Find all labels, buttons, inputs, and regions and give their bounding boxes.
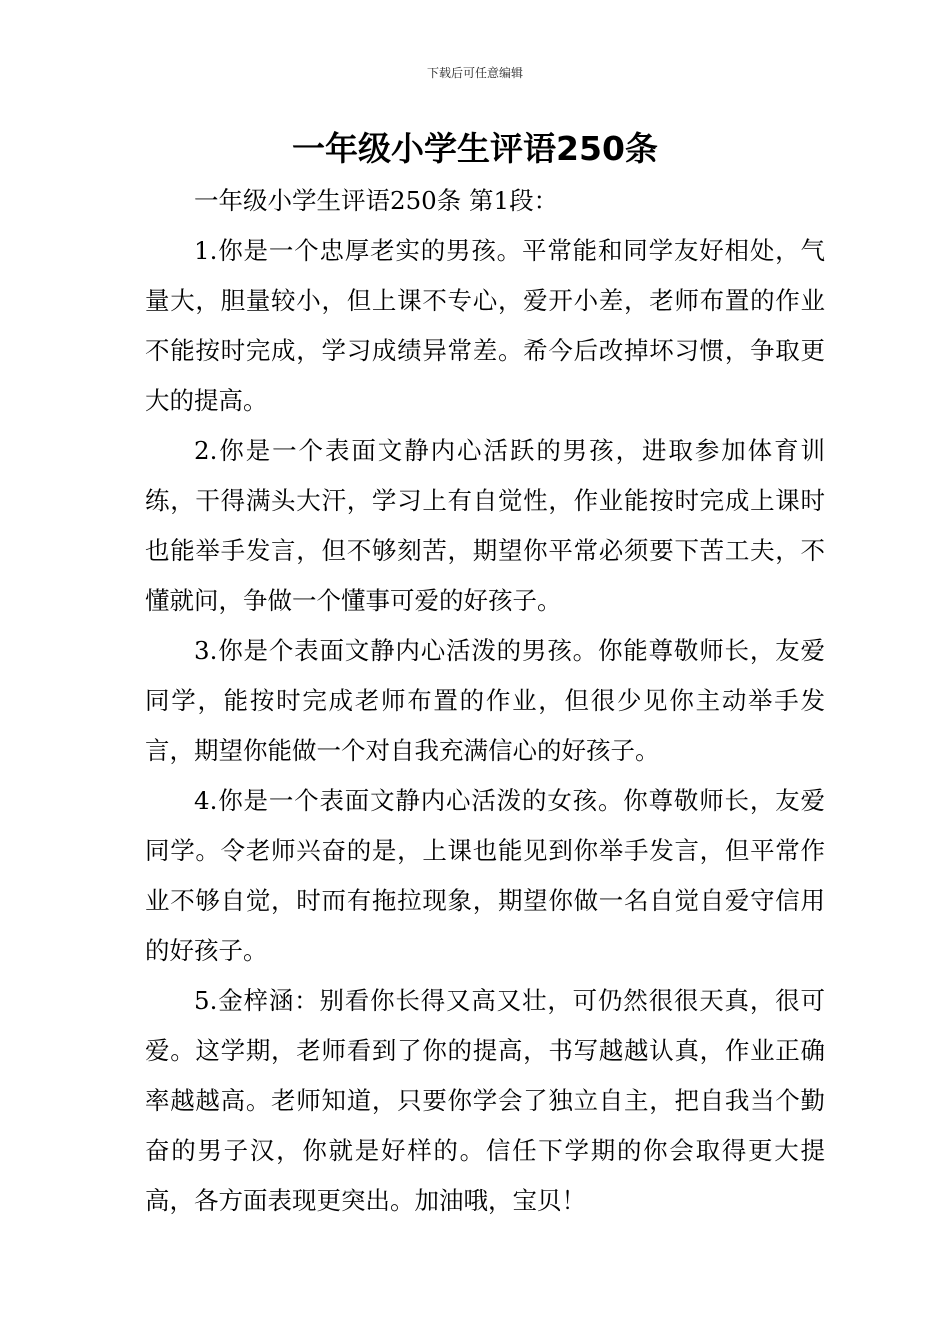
page-header-note: 下载后可任意编辑	[426, 66, 523, 80]
paragraph-2: 2.你是一个表面文静内心活跃的男孩，进取参加体育训练，干得满头大汗，学习上有自觉性，作业能按时完成上课时也能举手发言，但不够刻苦，期望你平常必须要下苦工夫，不懂就问，争做一个懂事可爱的好孩子。	[145, 436, 825, 615]
paragraph-5: 5.金梓涵：别看你长得又高又壮，可仍然很很天真，很可爱。这学期，老师看到了你的提高，书写越越认真，作业正确率越越高。老师知道，只要你学会了独立自主，把自我当个勤奋的男子汉，你就是好样的。信任下学期的你会取得更大提高，各方面表现更突出。加油哦，宝贝！	[145, 986, 825, 1215]
paragraph-1: 1.你是一个忠厚老实的男孩。平常能和同学友好相处，气量大，胆量较小，但上课不专心，爱开小差，老师布置的作业不能按时完成，学习成绩异常差。希今后改掉坏习惯，争取更大的提高。	[145, 236, 825, 415]
document-body	[145, 176, 825, 1226]
paragraph-4: 4.你是一个表面文静内心活泼的女孩。你尊敬师长，友爱同学。令老师兴奋的是，上课也能见到你举手发言，但平常作业不够自觉，时而有拖拉现象，期望你做一名自觉自爱守信用的好孩子。	[145, 786, 825, 965]
paragraph-3: 3.你是个表面文静内心活泼的男孩。你能尊敬师长，友爱同学，能按时完成老师布置的作业，但很少见你主动举手发言，期望你能做一个对自我充满信心的好孩子。	[145, 636, 825, 765]
document-title: 一年级小学生评语250条	[292, 129, 658, 168]
section-heading: 一年级小学生评语250条 第1段：	[194, 186, 559, 215]
